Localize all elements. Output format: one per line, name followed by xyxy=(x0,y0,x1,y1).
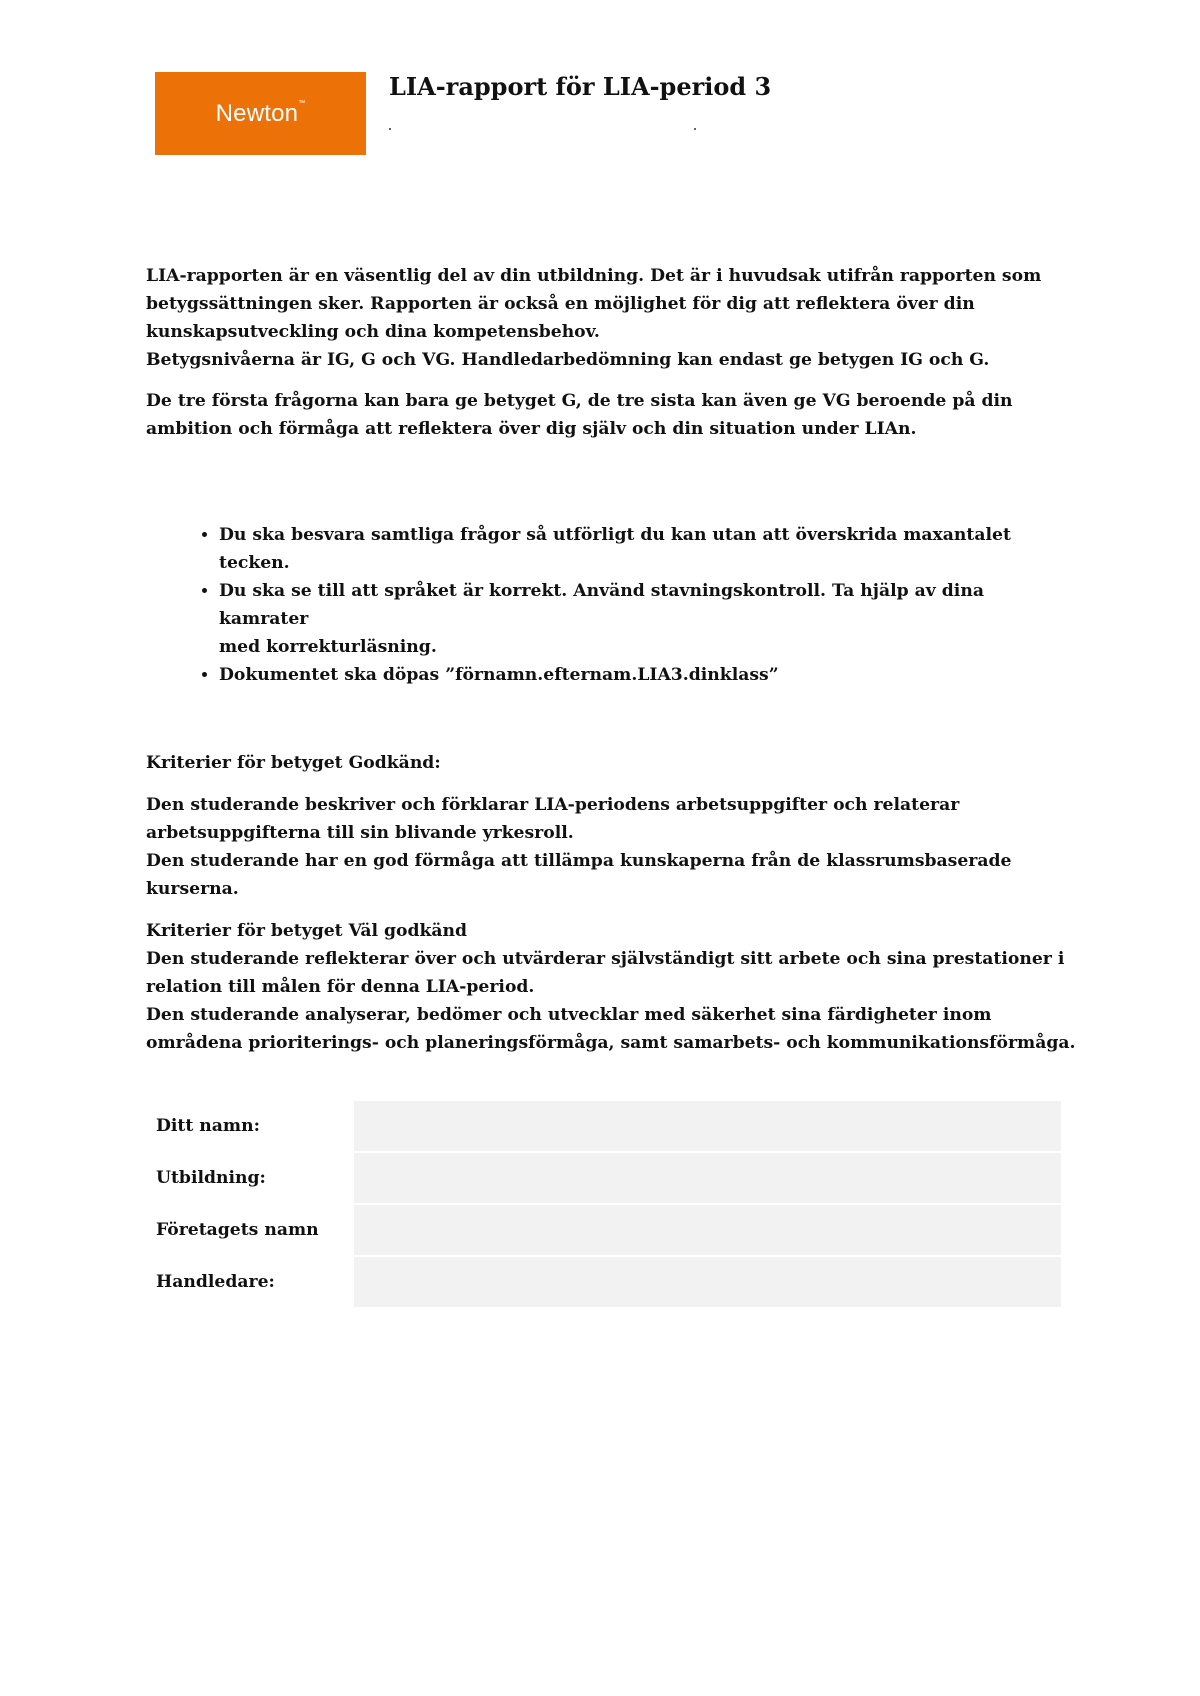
header-dot-left xyxy=(389,128,391,130)
grades-note-paragraph: De tre första frågorna kan bara ge betyget G, de tre sista kan även ge VG beroende på din ambition och förmåga att reflektera över dig själv och din situation under LIAn. xyxy=(146,391,1013,439)
instruction-list xyxy=(146,521,1076,689)
form-row-company xyxy=(146,1205,1061,1255)
page-title: LIA-rapport för LIA-period 3 xyxy=(389,72,772,101)
education-label: Utbildning: xyxy=(156,1168,266,1188)
name-field[interactable] xyxy=(354,1101,1061,1151)
list-item: • Dokumentet ska döpas ”förnamn.efternam.LIA3.dinklass” xyxy=(219,661,1076,689)
name-label: Ditt namn: xyxy=(156,1116,260,1136)
student-info-form xyxy=(146,1099,1061,1309)
newton-logo xyxy=(155,72,366,155)
form-row-supervisor xyxy=(146,1257,1061,1307)
form-row-education xyxy=(146,1153,1061,1203)
supervisor-field[interactable] xyxy=(354,1257,1061,1307)
company-field[interactable] xyxy=(354,1205,1061,1255)
criteria-vg-heading: Kriterier för betyget Väl godkänd xyxy=(146,921,468,941)
list-item: • Du ska besvara samtliga frågor så utförligt du kan utan att överskrida maxantalet tecken. xyxy=(219,521,1076,577)
criteria-g-heading: Kriterier för betyget Godkänd: xyxy=(146,753,441,773)
document-body xyxy=(146,262,1076,1057)
intro-paragraph: LIA-rapporten är en väsentlig del av din utbildning. Det är i huvudsak utifrån rapporten som betygssättningen sker. Rapporten är också en möjlighet för dig att reflektera över din kunskapsutveckling och dina kompetensbehov. Betygsnivåerna är IG, G och VG. Handledarbedömning kan endast ge betygen IG och G. xyxy=(146,266,1042,370)
criteria-g-text: Den studerande beskriver och förklarar LIA-periodens arbetsuppgifter och relaterar arbetsuppgifterna till sin blivande yrkesroll. Den studerande har en god förmåga att tillämpa kunskaperna från de klassrumsbaserade kurserna. xyxy=(146,795,1012,899)
list-item: • Du ska se till att språket är korrekt. Använd stavningskontroll. Ta hjälp av dina kamrater med korrekturläsning. xyxy=(219,577,1076,661)
form-row-name xyxy=(146,1101,1061,1151)
logo-text: Newton™ xyxy=(215,99,306,127)
education-field[interactable] xyxy=(354,1153,1061,1203)
company-label: Företagets namn xyxy=(156,1220,319,1240)
header-dot-right xyxy=(694,128,696,130)
criteria-vg-text: Den studerande reflekterar över och utvärderar självständigt sitt arbete och sina prestationer i relation till målen för denna LIA-period. Den studerande analyserar, bedömer och utvecklar med säkerhet sina färdigheter inom områdena prioriterings- och planeringsförmåga, samt samarbets- och kommunikationsförmåga. xyxy=(146,949,1076,1053)
supervisor-label: Handledare: xyxy=(156,1272,275,1292)
